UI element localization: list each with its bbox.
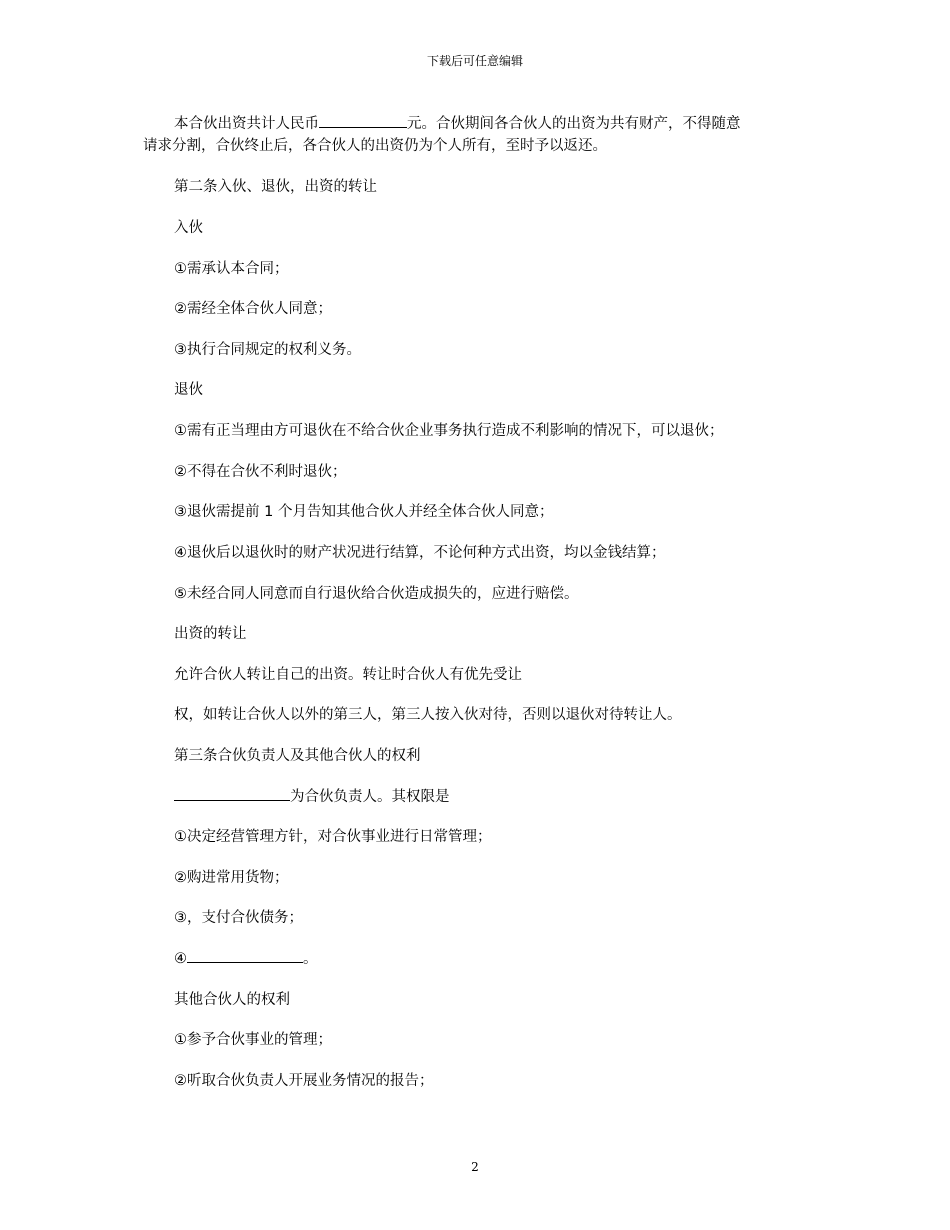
quit-heading: 退伙 <box>174 382 203 398</box>
leader-suffix-text: 为合伙负责人。其权限是 <box>290 789 450 805</box>
join-item-3: ③执行合同规定的权利义务。 <box>174 342 361 358</box>
leader-item-4-suffix: 。 <box>303 951 318 967</box>
join-item-1: ①需承认本合同； <box>174 261 289 277</box>
transfer-heading: 出资的转让 <box>174 626 247 642</box>
page-number: 2 <box>471 1160 479 1174</box>
join-item-2: ②需经全体合伙人同意； <box>174 301 332 317</box>
leader-name-blank <box>174 786 290 801</box>
paragraph-capital <box>174 113 741 135</box>
quit-item-2: ②不得在合伙不利时退伙； <box>174 464 347 480</box>
leader-item-1: ①决定经营管理方针，对合伙事业进行日常管理； <box>174 829 492 845</box>
leader-item-4-blank <box>187 948 303 963</box>
others-item-1: ①参予合伙事业的管理； <box>174 1032 332 1048</box>
leader-line <box>174 786 450 808</box>
capital-text-b: 元。合伙期间各合伙人的出资为共有财产，不得随意 <box>407 116 741 132</box>
capital-text-a: 本合伙出资共计人民币 <box>174 116 319 132</box>
others-item-2: ②听取合伙负责人开展业务情况的报告； <box>174 1073 434 1089</box>
capital-amount-blank <box>319 113 407 128</box>
leader-item-3: ③，支付合伙债务； <box>174 910 303 926</box>
others-heading: 其他合伙人的权利 <box>174 992 290 1008</box>
article-2-heading: 第二条入伙、退伙，出资的转让 <box>174 179 377 195</box>
leader-item-4-prefix: ④ <box>174 951 187 967</box>
quit-item-3: ③退伙需提前 1 个月告知其他合伙人并经全体合伙人同意； <box>174 504 554 520</box>
join-heading: 入伙 <box>174 220 203 236</box>
quit-item-5: ⑤未经合同人同意而自行退伙给合伙造成损失的，应进行赔偿。 <box>174 586 579 602</box>
quit-item-4: ④退伙后以退伙时的财产状况进行结算，不论何种方式出资，均以金钱结算； <box>174 545 666 561</box>
leader-item-4 <box>174 948 318 970</box>
quit-item-1: ①需有正当理由方可退伙在不给合伙企业事务执行造成不利影响的情况下，可以退伙； <box>174 423 724 439</box>
paragraph-capital-line2: 请求分割，合伙终止后，各合伙人的出资仍为个人所有，至时予以返还。 <box>143 138 607 154</box>
page-header: 下载后可任意编辑 <box>426 54 523 68</box>
leader-item-2: ②购进常用货物； <box>174 870 289 886</box>
article-3-heading: 第三条合伙负责人及其他合伙人的权利 <box>174 748 421 764</box>
transfer-text-1: 允许合伙人转让自己的出资。转让时合伙人有优先受让 <box>174 667 522 683</box>
transfer-text-2: 权，如转让合伙人以外的第三人，第三人按入伙对待，否则以退伙对待转让人。 <box>174 707 682 723</box>
